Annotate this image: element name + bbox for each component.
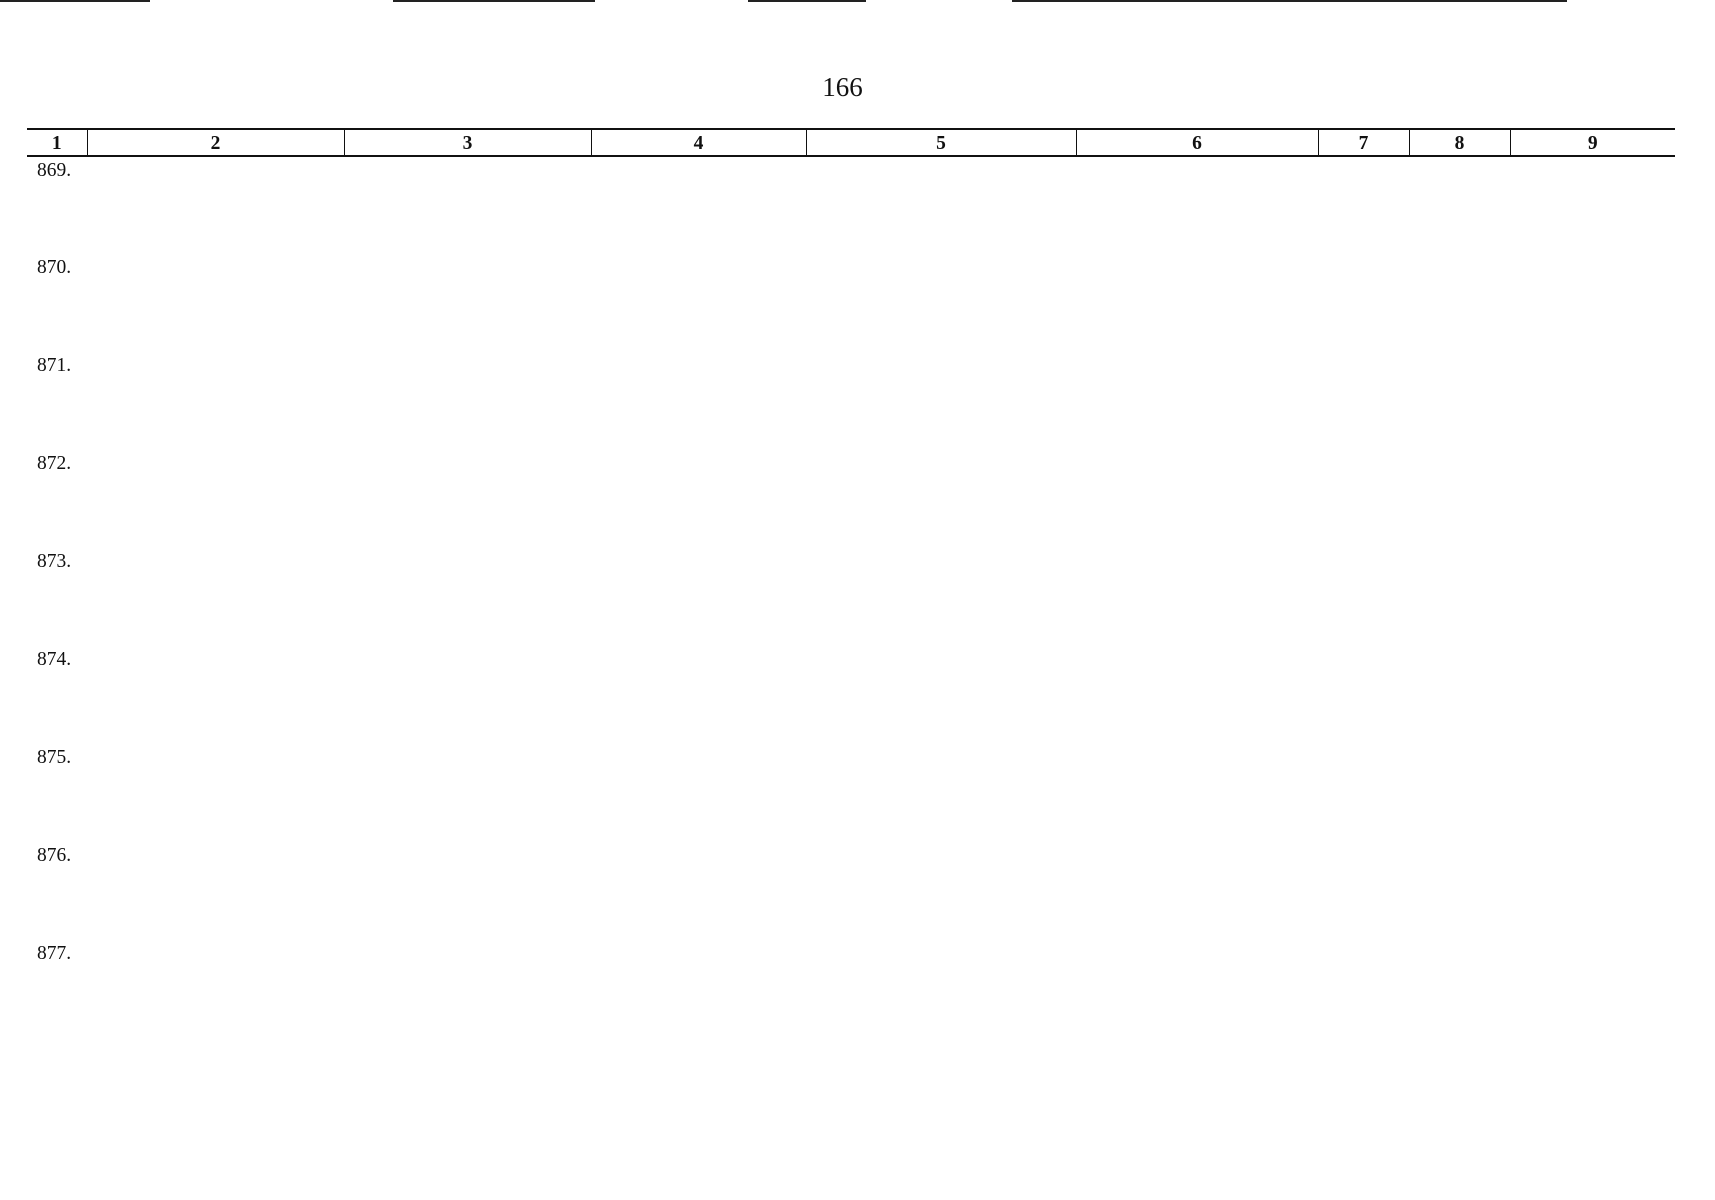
year-cell xyxy=(1318,940,1409,1038)
address-cell xyxy=(806,842,1076,940)
table-row xyxy=(27,548,1675,646)
row-number: 871. xyxy=(37,355,72,376)
organization-cell xyxy=(1076,548,1318,646)
organization-cell xyxy=(1076,450,1318,548)
work-cell xyxy=(591,450,806,548)
page-number: 166 xyxy=(822,72,863,102)
table-row xyxy=(27,156,1675,254)
settlement-cell xyxy=(87,744,344,842)
year-cell xyxy=(1318,646,1409,744)
table-row xyxy=(27,842,1675,940)
code-cell xyxy=(1510,156,1675,254)
month-cell xyxy=(1409,254,1510,352)
code-cell xyxy=(1510,646,1675,744)
register-table xyxy=(27,128,1675,1038)
work-cell xyxy=(591,940,806,1038)
work-cell xyxy=(591,254,806,352)
work-cell xyxy=(591,842,806,940)
column-number: 8 xyxy=(1409,129,1510,156)
year-cell xyxy=(1318,450,1409,548)
address-cell xyxy=(806,352,1076,450)
table-row xyxy=(27,940,1675,1038)
scan-top-line xyxy=(748,0,866,2)
row-number: 875. xyxy=(37,747,72,768)
work-cell xyxy=(591,352,806,450)
address-cell xyxy=(806,744,1076,842)
column-number: 7 xyxy=(1318,129,1409,156)
settlement-cell xyxy=(87,842,344,940)
month-cell xyxy=(1409,842,1510,940)
row-number: 876. xyxy=(37,845,72,866)
scan-top-line xyxy=(393,0,595,2)
organization-cell xyxy=(1076,744,1318,842)
work-cell xyxy=(591,156,806,254)
scan-top-line xyxy=(1012,0,1567,2)
work-cell xyxy=(591,646,806,744)
municipality-cell xyxy=(344,254,591,352)
organization-cell xyxy=(1076,646,1318,744)
table-row xyxy=(27,352,1675,450)
month-cell xyxy=(1409,352,1510,450)
table-row xyxy=(27,744,1675,842)
code-cell xyxy=(1510,548,1675,646)
year-cell xyxy=(1318,156,1409,254)
column-number: 9 xyxy=(1510,129,1675,156)
column-number: 2 xyxy=(87,129,344,156)
municipality-cell xyxy=(344,646,591,744)
settlement-cell xyxy=(87,548,344,646)
code-cell xyxy=(1510,744,1675,842)
settlement-cell xyxy=(87,156,344,254)
row-number: 873. xyxy=(37,551,72,572)
settlement-cell xyxy=(87,352,344,450)
municipality-cell xyxy=(344,940,591,1038)
municipality-cell xyxy=(344,450,591,548)
year-cell xyxy=(1318,744,1409,842)
year-cell xyxy=(1318,842,1409,940)
table-row xyxy=(27,450,1675,548)
municipality-cell xyxy=(344,842,591,940)
address-cell xyxy=(806,254,1076,352)
address-cell xyxy=(806,450,1076,548)
organization-cell xyxy=(1076,940,1318,1038)
address-cell xyxy=(806,156,1076,254)
organization-cell xyxy=(1076,842,1318,940)
municipality-cell xyxy=(344,156,591,254)
row-number: 869. xyxy=(37,160,72,181)
work-cell xyxy=(591,744,806,842)
organization-cell xyxy=(1076,352,1318,450)
row-number: 877. xyxy=(37,943,72,964)
municipality-cell xyxy=(344,352,591,450)
work-cell xyxy=(591,548,806,646)
month-cell xyxy=(1409,646,1510,744)
table-row xyxy=(27,646,1675,744)
municipality-cell xyxy=(344,548,591,646)
municipality-cell xyxy=(344,744,591,842)
scan-top-line xyxy=(0,0,150,2)
column-number: 4 xyxy=(591,129,806,156)
column-number: 3 xyxy=(344,129,591,156)
column-number: 1 xyxy=(27,129,87,156)
code-cell xyxy=(1510,352,1675,450)
table-header xyxy=(27,129,1675,156)
column-number: 5 xyxy=(806,129,1076,156)
month-cell xyxy=(1409,744,1510,842)
organization-cell xyxy=(1076,254,1318,352)
table-body xyxy=(27,156,1675,1038)
year-cell xyxy=(1318,254,1409,352)
address-cell xyxy=(806,646,1076,744)
organization-cell xyxy=(1076,156,1318,254)
row-number: 870. xyxy=(37,257,72,278)
settlement-cell xyxy=(87,940,344,1038)
month-cell xyxy=(1409,548,1510,646)
code-cell xyxy=(1510,842,1675,940)
column-number-row xyxy=(27,129,1675,156)
row-number: 874. xyxy=(37,649,72,670)
column-number: 6 xyxy=(1076,129,1318,156)
table-row xyxy=(27,254,1675,352)
settlement-cell xyxy=(87,646,344,744)
code-cell xyxy=(1510,940,1675,1038)
code-cell xyxy=(1510,450,1675,548)
month-cell xyxy=(1409,450,1510,548)
row-number: 872. xyxy=(37,453,72,474)
year-cell xyxy=(1318,352,1409,450)
settlement-cell xyxy=(87,254,344,352)
address-cell xyxy=(806,548,1076,646)
month-cell xyxy=(1409,156,1510,254)
month-cell xyxy=(1409,940,1510,1038)
settlement-cell xyxy=(87,450,344,548)
code-cell xyxy=(1510,254,1675,352)
year-cell xyxy=(1318,548,1409,646)
address-cell xyxy=(806,940,1076,1038)
